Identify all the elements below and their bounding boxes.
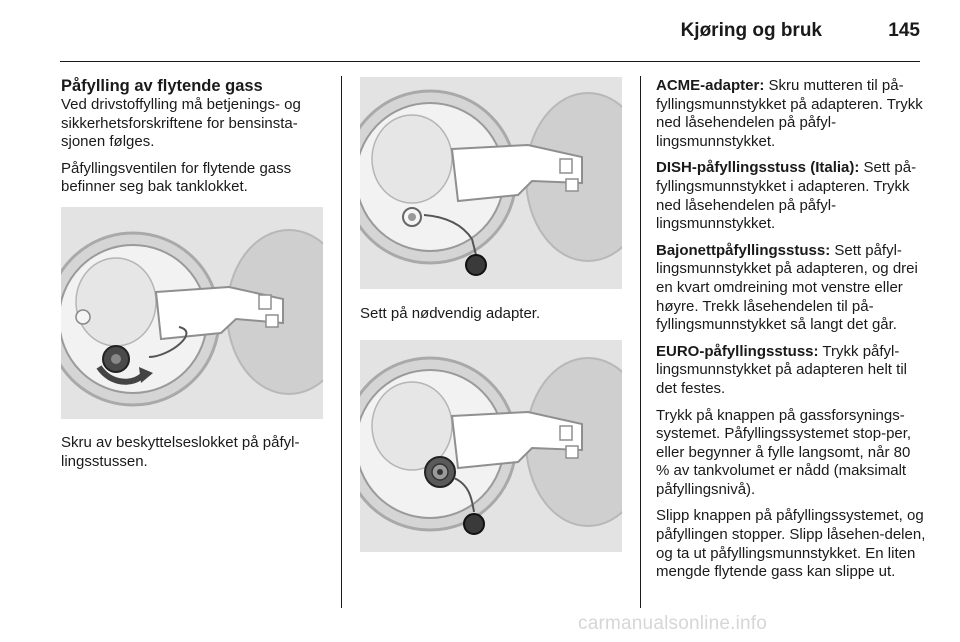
illustration-caption: Skru av beskyttelseslokket på påfyl-lingsstussen. (61, 433, 300, 470)
adapter-instruction-dish (656, 159, 926, 233)
illustration-remove-cap (61, 207, 323, 419)
illustration-adapter-fitted (360, 340, 622, 552)
adapter-instruction-bayonet (656, 242, 926, 335)
column-divider-1 (341, 76, 342, 608)
instruction-lead: EURO-påfyllingsstuss: (656, 342, 819, 360)
paragraph: Påfyllingsventilen for flytende gass befinner seg bak tanklokket. (61, 159, 292, 196)
column-2 (360, 77, 628, 552)
adapter-instruction-euro (656, 343, 926, 399)
adapter-instruction-acme (656, 77, 926, 151)
page-number: 145 (888, 20, 920, 41)
instruction-lead: Bajonettpåfyllingsstuss: (656, 241, 831, 259)
instruction-text: Trykk påfyl-lingsmunnstykket på adapteren helt til det festes. (656, 342, 907, 397)
illustration-cap-removed (360, 77, 622, 289)
instruction-text: Sett påfyl-lingsmunnstykket på adapteren, og drei en kvart omdreining mot venstre eller høyre. Trekk låsehendelen til på-fyllingsmunnstykket så langt det går. (656, 241, 918, 334)
header-rule (60, 61, 920, 62)
column-1 (61, 77, 331, 479)
illustration-caption: Sett på nødvendig adapter. (360, 305, 541, 322)
paragraph: Trykk på knappen på gassforsynings-systemet. Påfyllingssystemet stop-per, eller begynner å fylle langsomt, når 80 % av tankvolumet er nådd (maksimalt påfyllingsnivå). (656, 406, 912, 498)
column-divider-2 (640, 76, 641, 608)
section-heading: Påfylling av flytende gass (61, 77, 263, 95)
paragraph: Ved drivstoffylling må betjenings- og sikkerhetsforskriftene for bensinsta-sjonen følges. (61, 96, 301, 151)
instruction-lead: DISH-påfyllingsstuss (Italia): (656, 159, 860, 177)
column-3 (656, 77, 926, 590)
running-header-title: Kjøring og bruk (680, 20, 822, 41)
watermark: carmanualsonline.info (578, 613, 768, 634)
instruction-lead: ACME-adapter: (656, 77, 765, 94)
paragraph: Slipp knappen på påfyllingssystemet, og påfyllingen stopper. Slipp låsehen-delen, og ta ut påfyllingsmunnstykket. En liten mengde flytende gass kan slippe ut. (656, 507, 926, 581)
instruction-text: Skru mutteren til på-fyllingsmunnstykket på adapteren. Trykk ned låsehendelen på påfyl-lingsmunnstykket. (656, 77, 923, 150)
instruction-text: Sett på-fyllingsmunnstykket i adapteren. Trykk ned låsehendelen på påfyl-lingsmunnstykket. (656, 159, 917, 233)
